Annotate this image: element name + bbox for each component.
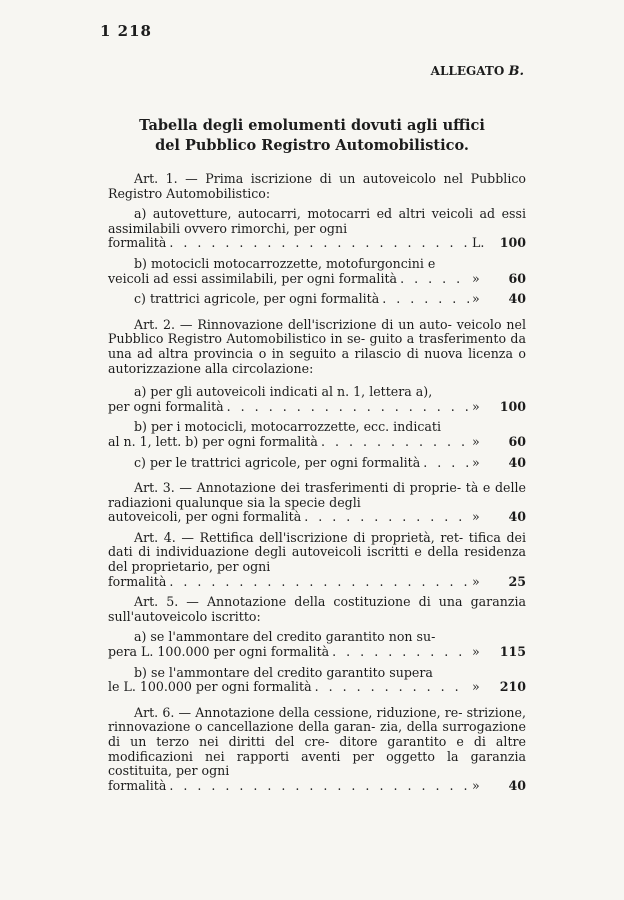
entry-text: c) per le trattrici agricole, per ogni formalità — [134, 454, 421, 470]
art1-a-text — [108, 207, 526, 236]
art6-line-3: zia, della surrogazione di un terzo nei diritti del cre- — [108, 719, 526, 749]
leader-dots — [227, 400, 469, 415]
leader-dots — [304, 510, 469, 525]
fee-table — [108, 172, 526, 793]
art5-b-entry — [108, 680, 526, 695]
leader-dots — [332, 645, 469, 660]
art1-c-entry — [108, 292, 526, 307]
art6-line-2: strizione, rinnovazione o cancellazione della garan- — [108, 704, 526, 735]
leader-dots — [315, 680, 469, 695]
art1-a-entry — [108, 236, 526, 251]
art1-a-line-2: veicoli ad essi assimilabili ovvero rimorchi, per ogni — [108, 206, 526, 236]
entry-text: le L. 100.000 per ogni formalità — [108, 679, 312, 695]
entry-text: pera L. 100.000 per ogni formalità — [108, 644, 330, 660]
allegato-letter: B. — [508, 64, 524, 79]
entry-text: veicoli ad essi assimilabili, per ogni formalità — [108, 270, 398, 286]
art2-a-entry — [108, 400, 526, 415]
art5-intro — [108, 595, 526, 624]
ditto-mark: » — [472, 644, 480, 660]
art6-line-4: ditore garantito e di altre modificazioni nei rapporti — [108, 734, 526, 764]
art2-line-5: alla circolazione: — [204, 360, 314, 376]
leader-dots — [382, 292, 469, 307]
art2-line-3: guito a trasferimento da una ad altra provincia o in — [108, 331, 527, 361]
entry-text: autoveicoli, per ogni formalità — [108, 509, 302, 525]
art2-line-4: seguito a rilascio di nuova licenza o autorizzazione — [108, 345, 526, 376]
art3-text — [108, 481, 526, 510]
fee-amount: 25 — [508, 573, 526, 589]
allegato-label — [431, 64, 524, 79]
entry-text: per ogni formalità — [108, 398, 224, 414]
fee-amount: 115 — [499, 644, 526, 660]
art6-text — [108, 706, 526, 779]
entry-text: formalità — [108, 235, 167, 251]
document-title — [0, 116, 624, 156]
art4-line-1: Art. 4. — Rettifica dell'iscrizione di proprietà, ret- — [134, 529, 464, 545]
art4-line-2: tifica dei dati di individuazione degli autoveicoli — [108, 529, 526, 560]
ditto-mark: » — [472, 509, 480, 525]
art3-entry — [108, 510, 526, 525]
ditto-mark: » — [472, 270, 480, 286]
art2-b-entry — [108, 435, 526, 450]
art1-b-entry — [108, 272, 526, 287]
art2-intro — [108, 318, 526, 376]
leader-dots — [423, 456, 469, 471]
ditto-mark: » — [472, 291, 480, 307]
ditto-mark: » — [472, 454, 480, 470]
fee-amount: 210 — [499, 679, 526, 695]
leader-dots — [169, 236, 469, 251]
fee-amount: 60 — [508, 433, 526, 449]
entry-text: formalità — [108, 777, 167, 793]
art3-line-1: Art. 3. — Annotazione dei trasferimenti di proprie- — [134, 480, 462, 496]
leader-dots — [321, 435, 469, 450]
art4-text — [108, 531, 526, 575]
art2-line-2: veicolo nel Pubblico Registro Automobilistico in se- — [108, 316, 526, 347]
art5-line-1: Art. 5. — Annotazione della costituzione di una — [134, 594, 463, 610]
ditto-mark: » — [472, 573, 480, 589]
ditto-mark: » — [472, 777, 480, 793]
art1-intro-line-2: Pubblico Registro Automobilistico: — [108, 171, 526, 201]
art1-a-line-1: a) autovetture, autocarri, motocarri ed altri — [134, 206, 426, 222]
art5-line-2: garanzia sull'autoveicolo iscritto: — [108, 594, 526, 624]
art1-intro-line-1: Art. 1. — Prima iscrizione di un autoveicolo nel — [134, 171, 464, 186]
art1-intro — [108, 172, 526, 201]
art2-a-text: a) per gli autoveicoli indicati al n. 1, lettera a), — [134, 384, 433, 400]
art6-line-1: Art. 6. — Annotazione della cessione, riduzione, re- — [134, 704, 463, 720]
ditto-mark: » — [472, 398, 480, 414]
art2-c-entry — [108, 456, 526, 471]
fee-amount: 40 — [508, 509, 526, 525]
leader-dots — [169, 575, 469, 590]
art2-b-text: b) per i motocicli, motocarrozzette, ecc. indicati — [134, 419, 442, 435]
leader-dots — [169, 779, 469, 794]
entry-text: c) trattrici agricole, per ogni formalità — [134, 291, 380, 307]
art6-line-5: aventi per oggetto la garanzia costituita, per ogni — [108, 748, 526, 779]
fee-amount: 40 — [508, 777, 526, 793]
art5-a-entry — [108, 645, 526, 660]
fee-amount: 40 — [508, 454, 526, 470]
art4-line-3: iscritti e della residenza del proprietario, per ogni — [108, 544, 526, 575]
ditto-mark: » — [472, 433, 480, 449]
ditto-mark: » — [472, 679, 480, 695]
entry-text: formalità — [108, 573, 167, 589]
entry-text: al n. 1, lett. b) per ogni formalità — [108, 433, 318, 449]
fee-amount: 100 — [499, 398, 526, 414]
page-number: 1 218 — [100, 22, 152, 40]
title-line-1: Tabella degli emolumenti dovuti agli uffici — [139, 117, 485, 134]
art1-b-text: b) motocicli motocarrozzette, motofurgoncini e — [134, 255, 436, 271]
art2-line-1: Art. 2. — Rinnovazione dell'iscrizione di un auto- — [134, 316, 452, 332]
fee-amount: 60 — [508, 270, 526, 286]
currency-mark: L. — [472, 235, 485, 251]
art6-entry — [108, 779, 526, 794]
allegato-prefix: ALLEGATO — [430, 64, 505, 78]
art4-entry — [108, 575, 526, 590]
fee-amount: 40 — [508, 291, 526, 307]
art5-a-text: a) se l'ammontare del credito garantito non su- — [134, 629, 436, 645]
art5-b-text: b) se l'ammontare del credito garantito supera — [134, 664, 433, 680]
leader-dots — [400, 272, 469, 287]
fee-amount: 100 — [499, 235, 526, 251]
title-line-2: del Pubblico Registro Automobilistico. — [155, 137, 469, 154]
art3-line-2: tà e delle radiazioni qualunque sia la specie degli — [108, 480, 526, 510]
